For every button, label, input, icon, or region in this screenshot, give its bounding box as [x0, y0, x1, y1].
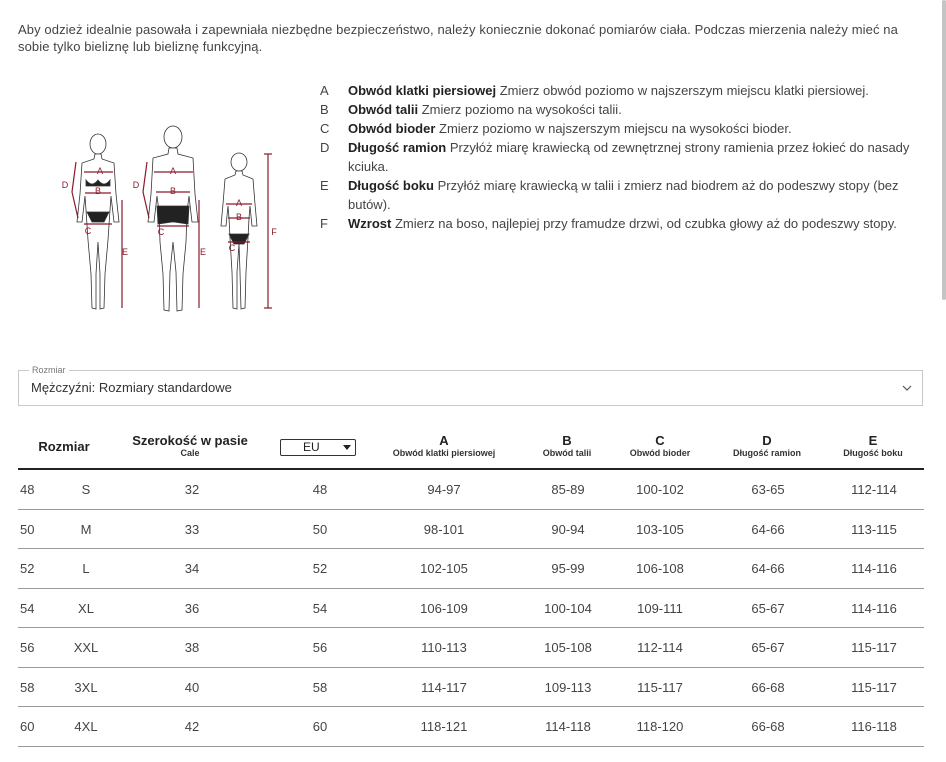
legend-desc: Zmierz obwód poziomo w najszerszym miejscu klatki piersiowej.: [499, 83, 869, 98]
cell-size: 4XL: [74, 719, 98, 734]
cell-size: M: [80, 521, 92, 537]
cell-e: 113-115: [851, 521, 897, 537]
table-row: [18, 470, 924, 510]
cell-b: 90-94: [551, 521, 585, 537]
cell-b: 109-113: [544, 679, 592, 695]
cell-a: 110-113: [421, 640, 467, 655]
cell-waist: 34: [184, 561, 200, 576]
header-rozmiar: Rozmiar: [38, 439, 90, 454]
table-row: [18, 628, 924, 668]
cell-waist: 40: [184, 679, 200, 695]
diagram-label-b-man: B: [169, 186, 177, 196]
cell-waist: 38: [184, 640, 200, 655]
cell-a: 114-117: [421, 679, 467, 695]
body-measurement-illustration: [56, 122, 288, 318]
cell-d: 65-67: [751, 640, 785, 655]
header-d: [718, 434, 816, 459]
legend-term: Obwód klatki piersiowej: [348, 83, 497, 98]
header-c: [613, 434, 707, 459]
legend-term: Obwód bioder: [348, 121, 436, 136]
legend-item-d: [320, 138, 910, 176]
cell-d: 65-67: [751, 600, 785, 616]
legend-item-e: [320, 176, 910, 214]
legend-desc: Przyłóż miarę krawiecką od zewnętrznej strony ramienia przez łokieć do nasady kciuka.: [348, 140, 910, 174]
header-e: [828, 434, 918, 459]
cell-waist: 36: [184, 600, 200, 616]
diagram-label-d: D: [61, 180, 69, 190]
cell-eu: 60: [312, 719, 328, 734]
cell-num: 60: [20, 719, 35, 734]
cell-d: 63-65: [751, 482, 785, 497]
cell-b: 95-99: [551, 561, 585, 576]
cell-eu: 58: [312, 679, 328, 695]
legend-term: Wzrost: [348, 216, 392, 231]
diagram-label-c-child: C: [228, 243, 236, 253]
legend-item-c: [320, 119, 910, 138]
header-d-letter: D: [762, 433, 772, 448]
cell-a: 94-97: [427, 482, 461, 497]
cell-eu: 50: [312, 521, 328, 537]
header-e-letter: E: [868, 433, 878, 448]
legend-desc: Zmierz na boso, najlepiej przy framudze drzwi, od czubka głowy aż do podeszwy stopy.: [394, 216, 897, 231]
header-c-label: Obwód bioder: [629, 448, 691, 458]
cell-a: 118-121: [420, 719, 468, 734]
header-waist-label: Szerokość w pasie: [132, 433, 248, 448]
legend-term: Obwód talii: [348, 102, 419, 117]
header-c-letter: C: [655, 433, 665, 448]
legend-term: Długość ramion: [348, 140, 447, 155]
size-category-select[interactable]: [18, 365, 923, 406]
cell-num: 50: [20, 521, 35, 537]
cell-size: 3XL: [74, 679, 98, 695]
cell-e: 112-114: [851, 482, 897, 497]
cell-e: 115-117: [851, 679, 897, 695]
legend-letter: D: [320, 140, 330, 155]
cell-c: 106-108: [636, 561, 684, 576]
size-select-label: Rozmiar: [29, 364, 69, 376]
cell-c: 103-105: [636, 521, 684, 537]
cell-size: XXL: [73, 640, 99, 655]
size-select-value: Mężczyźni: Rozmiary standardowe: [31, 380, 232, 395]
cell-b: 85-89: [551, 482, 585, 497]
cell-b: 100-104: [544, 600, 592, 616]
cell-num: 54: [20, 600, 35, 616]
cell-size: L: [82, 561, 90, 576]
legend-desc: Przyłóż miarę krawiecką w talii i zmierz nad biodrem aż do podeszwy stopy (bez butów).: [348, 178, 899, 212]
cell-e: 114-116: [851, 600, 897, 616]
cell-c: 109-111: [637, 600, 683, 616]
intro-text: Aby odzież idealnie pasowała i zapewniała niezbędne bezpieczeństwo, należy koniecznie dokonać pomiarów ciała. Podczas mierzenia należy mieć na sobie tylko bieliznę lub bieliznę funkcyjną.: [18, 22, 898, 54]
unit-select[interactable]: [280, 439, 356, 456]
header-waist-unit: Cale: [180, 448, 200, 458]
cell-a: 98-101: [423, 521, 465, 537]
legend-item-a: [320, 81, 910, 100]
table-row: [18, 510, 924, 550]
cell-c: 118-120: [636, 719, 684, 734]
cell-num: 58: [20, 679, 35, 695]
legend-letter: E: [320, 178, 329, 193]
cell-b: 114-118: [545, 719, 591, 734]
diagram-label-f: F: [271, 227, 277, 237]
legend-letter: F: [320, 216, 328, 231]
diagram-label-c: C: [84, 226, 92, 236]
chevron-down-icon: [900, 381, 914, 395]
legend-item-b: [320, 100, 910, 119]
cell-size: S: [81, 482, 91, 497]
cell-eu: 52: [312, 561, 328, 576]
cell-b: 105-108: [544, 640, 592, 655]
cell-e: 114-116: [851, 561, 897, 576]
legend-desc: Zmierz poziomo w najszerszym miejscu na wysokości bioder.: [439, 121, 792, 136]
cell-num: 56: [20, 640, 35, 655]
legend-item-f: [320, 214, 910, 233]
cell-waist: 33: [184, 521, 200, 537]
legend-desc: Zmierz poziomo na wysokości talii.: [421, 102, 622, 117]
table-row: [18, 549, 924, 589]
cell-d: 64-66: [751, 561, 785, 576]
diagram-label-b: B: [94, 186, 102, 196]
diagram-label-b-child: B: [235, 212, 243, 222]
diagram-label-c-man: C: [157, 227, 165, 237]
diagram-label-d-man: D: [132, 180, 140, 190]
chevron-down-icon: [342, 443, 352, 452]
page-scrollbar[interactable]: [942, 0, 946, 300]
cell-num: 52: [20, 561, 35, 576]
table-header: [18, 428, 924, 470]
cell-a: 106-109: [420, 600, 468, 616]
cell-c: 115-117: [637, 679, 683, 695]
cell-d: 64-66: [751, 521, 785, 537]
legend-term: Długość boku: [348, 178, 434, 193]
cell-a: 102-105: [420, 561, 468, 576]
cell-size: XL: [78, 600, 94, 616]
header-waist: [122, 434, 258, 459]
cell-eu: 54: [312, 600, 328, 616]
cell-c: 100-102: [636, 482, 684, 497]
cell-waist: 32: [184, 482, 200, 497]
table-row: [18, 668, 924, 708]
size-table: [18, 428, 924, 747]
table-row: [18, 589, 924, 629]
diagram-label-a-man: A: [169, 166, 177, 176]
header-a-letter: A: [439, 433, 449, 448]
legend-letter: C: [320, 121, 330, 136]
table-row: [18, 707, 924, 747]
header-d-label: Długość ramion: [732, 448, 801, 458]
cell-e: 115-117: [851, 640, 897, 655]
measurement-legend: [320, 81, 910, 233]
header-b-letter: B: [562, 433, 572, 448]
cell-eu: 56: [312, 640, 328, 655]
diagram-label-e: E: [121, 247, 129, 257]
cell-c: 112-114: [637, 640, 683, 655]
header-a-label: Obwód klatki piersiowej: [392, 448, 496, 458]
header-b: [522, 434, 612, 459]
cell-eu: 48: [312, 482, 328, 497]
header-e-label: Długość boku: [843, 448, 903, 458]
legend-letter: B: [320, 102, 329, 117]
cell-e: 116-118: [851, 719, 897, 734]
cell-waist: 42: [184, 719, 200, 734]
header-b-label: Obwód talii: [542, 448, 592, 458]
legend-letter: A: [320, 83, 329, 98]
cell-num: 48: [20, 482, 35, 497]
diagram-label-e-man: E: [199, 247, 207, 257]
cell-d: 66-68: [751, 679, 785, 695]
header-a: [375, 434, 513, 459]
cell-d: 66-68: [751, 719, 785, 734]
unit-select-value: EU: [303, 440, 320, 454]
diagram-label-a: A: [96, 166, 104, 176]
diagram-label-a-child: A: [235, 198, 243, 208]
